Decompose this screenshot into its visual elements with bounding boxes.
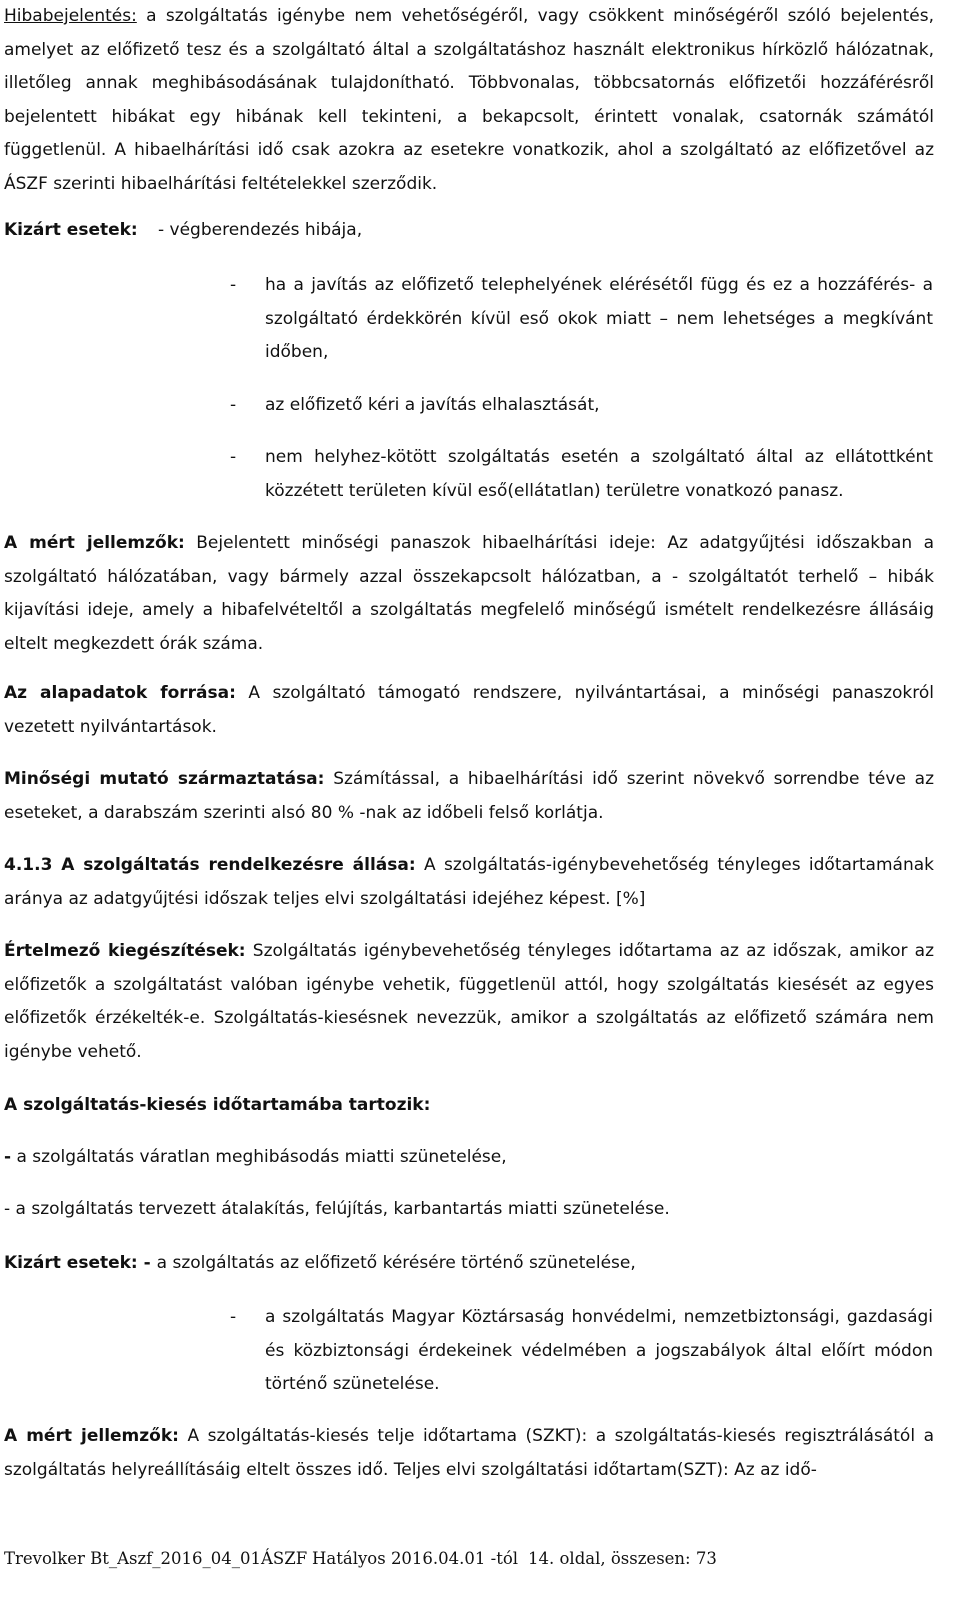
term-measured: A mért jellemzők: [4, 1426, 179, 1446]
term-fault-report: Hibabejelentés: [4, 6, 137, 26]
paragraph-quality-derivation [4, 763, 934, 830]
paragraph-measured-characteristics [4, 527, 934, 661]
excluded-cases-label: Kizárt esetek: [4, 220, 138, 240]
list-dash: - [4, 1147, 12, 1167]
outage-item-text: a szolgáltatás váratlan meghibásodás miatti szünetelése, [11, 1147, 507, 1167]
excluded-cases-2 [4, 1247, 636, 1281]
measured-text: A szolgáltatás-kiesés telje időtartama (SZKT): a szolgáltatás-kiesés regisztrálásától a szolgáltatás helyreállításáig eltelt összes idő. Teljes elvi szolgáltatási időtartam(SZT): Az az idő- [4, 1426, 934, 1480]
paragraph-explanatory-notes [4, 935, 934, 1069]
derivation-text: Számítással, a hibaelhárítási idő szerint növekvő sorrendbe téve az eseteket, a darabszám szerinti alsó 80 % -nak az időbeli felső korlátja. [4, 769, 934, 823]
excluded-case-text: a szolgáltatás az előfizető kérésére történő szünetelése, [156, 1253, 636, 1273]
excluded-cases-label: Kizárt esetek: [4, 1253, 138, 1273]
term-data-source: Az alapadatok forrása: [4, 683, 236, 703]
paragraph-availability [4, 849, 934, 916]
excluded-case-item: ha a javítás az előfizető telephelyének elérésétől függ és ez a hozzáférés- a szolgáltató érdekkörén kívül eső okok miatt – nem lehetséges a megkívánt időben, [265, 275, 933, 362]
paragraph-measured-characteristics-2 [4, 1420, 934, 1487]
footer-page-number: 14. oldal, összesen: 73 [528, 1549, 717, 1568]
section-heading-availability: 4.1.3 A szolgáltatás rendelkezésre állása: [4, 855, 416, 875]
footer-document-name: Trevolker Bt_Aszf_2016_04_01ÁSZF [4, 1549, 308, 1568]
term-explanatory: Értelmező kiegészítések: [4, 941, 246, 961]
paragraph-data-source [4, 677, 934, 744]
fault-report-text: a szolgáltatás igénybe nem vehetőségéről, vagy csökkent minőségéről szóló bejelentés, amelyet az előfizető tesz és a szolgáltató által a szolgáltatáshoz használt elektronikus hírközlő hálózatnak, illetőleg annak meghibásodásának tulajdonítható. Többvonalas, többcsatornás előfizetői hozzáférésről bejelentett hibákat egy hibának kell tekinteni, a bekapcsolt, érintett vonalak, csatornák számától függetlenül. A hibaelhárítási idő csak azokra az esetekre vonatkozik, ahol a szolgáltató az előfizetővel az ÁSZF szerinti hibaelhárítási feltételekkel szerződik. [4, 6, 934, 194]
excluded-case-terminal: - végberendezés hibája, [158, 220, 363, 240]
explanatory-text: Szolgáltatás igénybevehetőség tényleges időtartama az az időszak, amikor az előfizetők a szolgáltatást valóban igénybe vehetik, függetlenül attól, hogy szolgáltatás kiesését az egyes előfizetők érzékelték-e. Szolgáltatás-kiesésnek nevezzük, amikor a szolgáltatás az előfizető számára nem igénybe vehető. [4, 941, 935, 1062]
outage-heading: A szolgáltatás-kiesés időtartamába tartozik: [4, 1095, 431, 1115]
list-dash: - [230, 275, 237, 295]
list-dash: - [137, 1253, 157, 1273]
excluded-case-item: a szolgáltatás Magyar Köztársaság honvédelmi, nemzetbiztonsági, gazdasági és közbiztonsági érdekeinek védelmében a jogszabályok által előírt módon történő szünetelése. [265, 1307, 933, 1394]
list-dash: - [230, 1307, 237, 1327]
outage-item [4, 1141, 507, 1175]
term-derivation: Minőségi mutató származtatása: [4, 769, 325, 789]
paragraph-fault-report [4, 0, 934, 201]
term-measured: A mért jellemzők: [4, 533, 185, 553]
list-dash: - [230, 447, 237, 467]
page-footer [4, 1547, 934, 1571]
data-source-text: A szolgáltató támogató rendszere, nyilvántartásai, a minőségi panaszokról vezetett nyilvántartások. [4, 683, 934, 737]
availability-text: A szolgáltatás-igénybevehetőség tényleges időtartamának aránya az adatgyűjtési időszak teljes elvi szolgáltatási idejéhez képest. [%] [4, 855, 934, 909]
outage-item: - a szolgáltatás tervezett átalakítás, felújítás, karbantartás miatti szünetelése. [4, 1199, 670, 1219]
excluded-case-item: az előfizető kéri a javítás elhalasztását, [265, 395, 600, 415]
list-dash: - [230, 395, 237, 415]
footer-effective-date: Hatályos 2016.04.01 -tól [312, 1549, 519, 1568]
excluded-case-item: nem helyhez-kötött szolgáltatás esetén a szolgáltató által az ellátottként közzétett területen kívül eső(ellátatlan) területre vonatkozó panasz. [265, 447, 933, 501]
measured-text: Bejelentett minőségi panaszok hibaelhárítási ideje: Az adatgyűjtési időszakban a szolgáltató hálózatában, vagy bármely azzal összekapcsolt hálózatban, a - szolgáltatót terhelő – hibák kijavítási ideje, amely a hibafelvételtől a szolgáltatás megfelelő minőségű ismételt rendelkezésre állásáig eltelt megkezdett órák száma. [4, 533, 934, 654]
